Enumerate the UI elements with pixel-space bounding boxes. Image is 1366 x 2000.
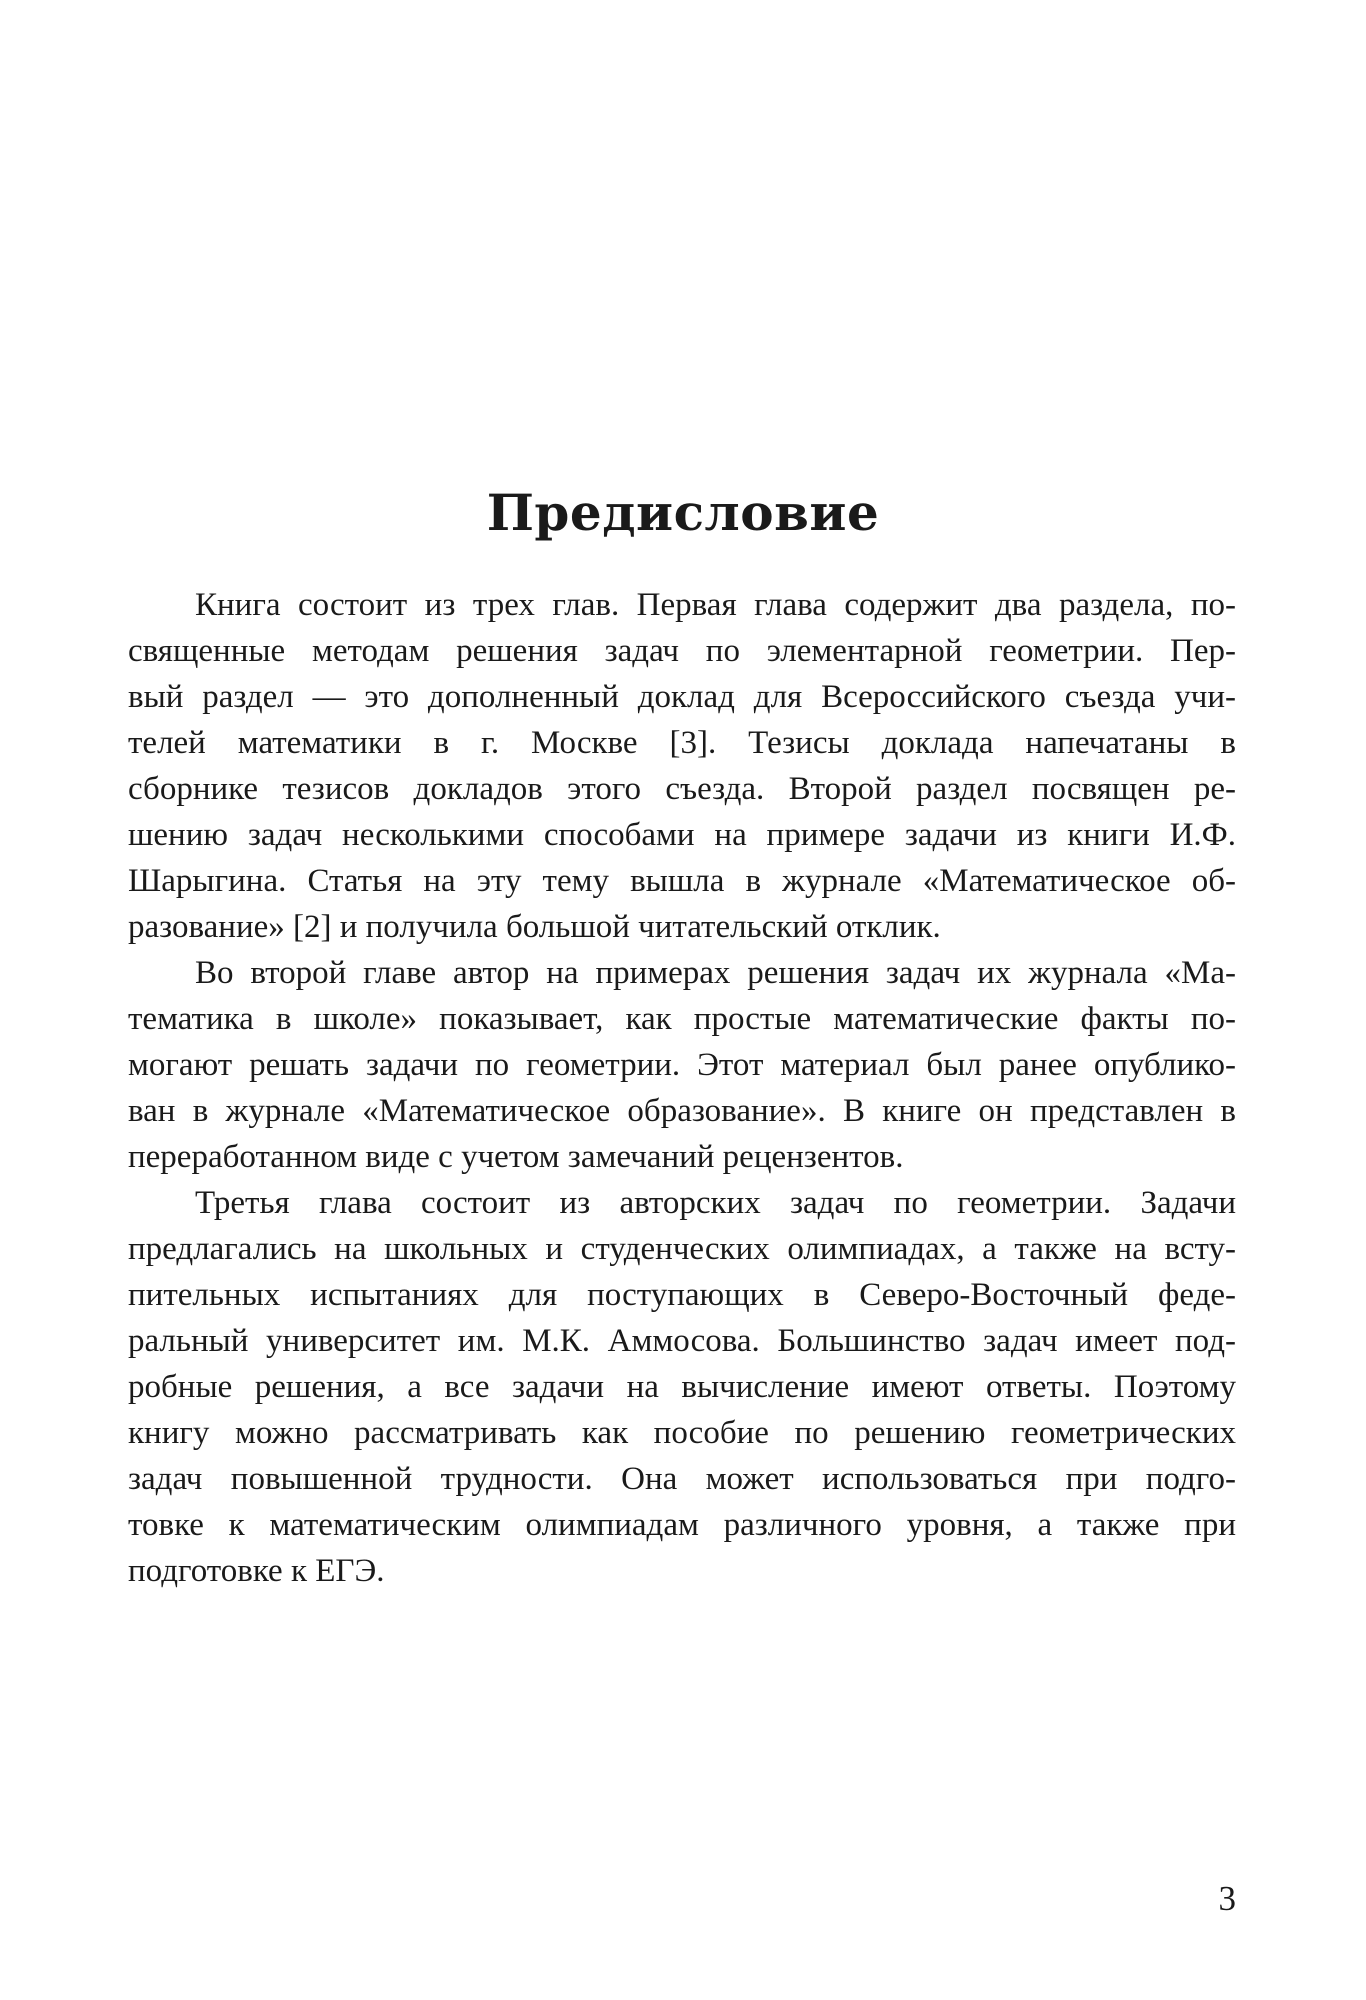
text-line: телей математики в г. Москве [3]. Тезисы доклада напечатаны в xyxy=(128,725,1236,761)
text-line: ральный университет им. М.К. Аммосова. Большинство задач имеет под- xyxy=(128,1323,1236,1359)
text-line: сборнике тезисов докладов этого съезда. Второй раздел посвящен ре- xyxy=(128,771,1236,807)
text-line: Во второй главе автор на примерах решения задач их журнала «Ма- xyxy=(195,955,1236,991)
text-line: вый раздел — это дополненный доклад для Всероссийского съезда учи- xyxy=(128,679,1236,715)
text-line: священные методам решения задач по элементарной геометрии. Пер- xyxy=(128,633,1236,669)
paragraph-2 xyxy=(128,950,1236,1180)
preface-body xyxy=(128,582,1236,1594)
text-line: шению задач несколькими способами на примере задачи из книги И.Ф. xyxy=(128,817,1236,853)
page-number: 3 xyxy=(1218,1879,1236,1918)
text-line: предлагались на школьных и студенческих олимпиадах, а также на всту- xyxy=(128,1231,1236,1267)
text-line: товке к математическим олимпиадам различного уровня, а также при xyxy=(128,1507,1236,1543)
text-line: Третья глава состоит из авторских задач по геометрии. Задачи xyxy=(195,1185,1236,1221)
page-title: Предисловие xyxy=(486,483,880,542)
text-line: робные решения, а все задачи на вычисление имеют ответы. Поэтому xyxy=(128,1369,1236,1405)
text-line: тематика в школе» показывает, как простые математические факты по- xyxy=(128,1001,1236,1037)
text-line: пительных испытаниях для поступающих в Северо-Восточный феде- xyxy=(128,1277,1236,1313)
paragraph-3 xyxy=(128,1180,1236,1594)
text-line: переработанном виде с учетом замечаний рецензентов. xyxy=(128,1139,904,1175)
text-line: задач повышенной трудности. Она может использоваться при подго- xyxy=(128,1461,1236,1497)
text-line: ван в журнале «Математическое образование». В книге он представлен в xyxy=(128,1093,1236,1129)
text-line: разование» [2] и получила большой читательский отклик. xyxy=(128,909,941,945)
text-line: подготовке к ЕГЭ. xyxy=(128,1553,385,1589)
text-line: Шарыгина. Статья на эту тему вышла в журнале «Математическое об- xyxy=(128,863,1236,899)
text-line: могают решать задачи по геометрии. Этот материал был ранее опублико- xyxy=(128,1047,1236,1083)
text-line: книгу можно рассматривать как пособие по решению геометрических xyxy=(128,1415,1236,1451)
text-line: Книга состоит из трех глав. Первая глава содержит два раздела, по- xyxy=(195,587,1236,623)
paragraph-1 xyxy=(128,582,1236,950)
